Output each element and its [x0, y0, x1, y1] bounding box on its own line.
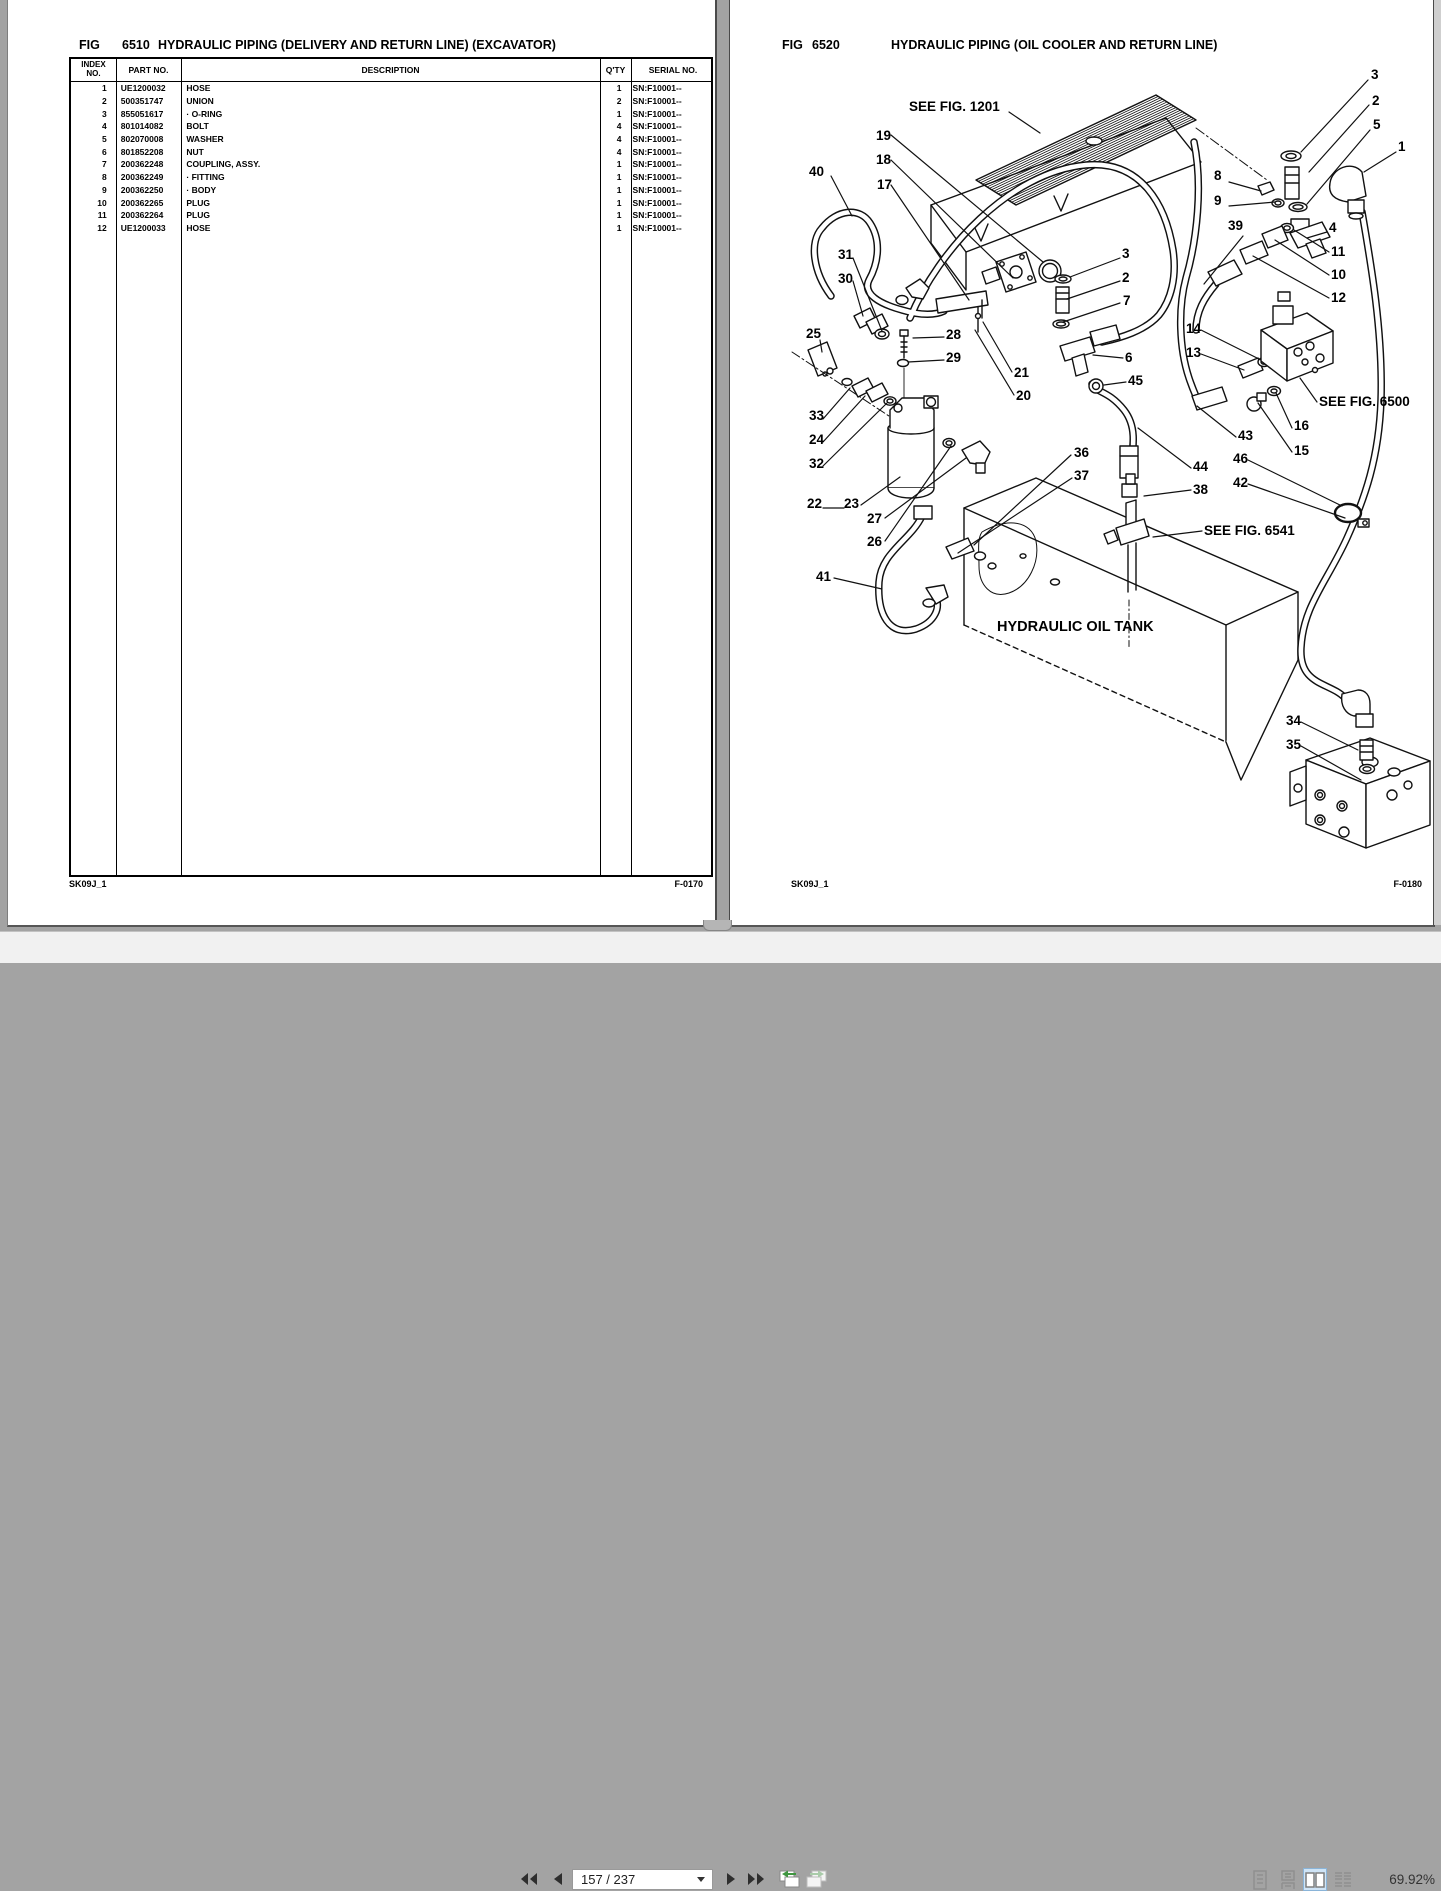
cell-description: · BODY — [186, 184, 217, 195]
col-header-part: PART NO. — [128, 65, 169, 75]
diagram-label: 11 — [1331, 244, 1346, 259]
single-page-layout-icon — [1250, 1870, 1270, 1890]
diagram-label: 38 — [1193, 482, 1209, 497]
diagram-label: 7 — [1123, 293, 1131, 308]
cell-serial-no: SN:F10001-- — [632, 121, 682, 132]
previous-view-icon — [777, 1869, 801, 1889]
diagram-label: 2 — [1122, 270, 1130, 285]
cell-index: 10 — [97, 197, 107, 208]
cell-qty: 4 — [616, 134, 622, 145]
cell-part-no: 801014082 — [120, 121, 164, 132]
diagram-label: 39 — [1228, 218, 1244, 233]
cell-serial-no: SN:F10001-- — [632, 172, 682, 183]
cell-description: WASHER — [186, 134, 224, 145]
cell-index: 3 — [102, 108, 107, 119]
cell-part-no: 200362264 — [120, 210, 164, 221]
diagram-label: 21 — [1014, 365, 1030, 380]
diagram-label: 29 — [946, 350, 962, 365]
diagram-label: 12 — [1331, 290, 1347, 305]
cell-description: PLUG — [186, 210, 210, 221]
cell-qty: 4 — [616, 146, 622, 157]
diagram-label: 23 — [844, 496, 860, 511]
diagram-label: 41 — [816, 569, 832, 584]
col-header-index-1: INDEX — [81, 60, 106, 69]
cell-description: · FITTING — [186, 172, 225, 183]
diagram-label: 18 — [876, 152, 892, 167]
footer-doc-code: SK09J_1 — [791, 879, 829, 889]
cell-serial-no: SN:F10001-- — [632, 96, 682, 107]
cell-part-no: UE1200033 — [120, 222, 166, 233]
cell-part-no: 200362249 — [120, 172, 164, 183]
cell-part-no: 200362248 — [120, 159, 164, 170]
cell-index: 7 — [102, 159, 107, 170]
fig-label: FIG — [782, 38, 803, 52]
cell-description: UNION — [186, 96, 214, 107]
zoom-level-display[interactable]: 69.92% — [1389, 1872, 1435, 1887]
cell-part-no: 200362250 — [120, 184, 164, 195]
cell-qty: 1 — [616, 83, 622, 94]
pdf-page-right — [729, 0, 1435, 927]
cell-serial-no: SN:F10001-- — [632, 108, 682, 119]
diagram-label: 34 — [1286, 713, 1302, 728]
diagram-label: SEE FIG. 1201 — [909, 99, 1000, 114]
bottom-toolbar — [0, 931, 1441, 1887]
diagram-label: 46 — [1233, 451, 1249, 466]
cell-index: 2 — [102, 96, 107, 107]
diagram-label: 24 — [809, 432, 825, 447]
splitter-grip[interactable] — [703, 920, 732, 931]
cell-description: HOSE — [186, 222, 211, 233]
diagram-label: 43 — [1238, 428, 1254, 443]
cell-serial-no: SN:F10001-- — [632, 210, 682, 221]
diagram-label: 25 — [806, 326, 822, 341]
cell-index: 4 — [102, 121, 107, 132]
diagram-label: SEE FIG. 6541 — [1204, 523, 1295, 538]
two-page-continuous-layout-button[interactable] — [1331, 1868, 1355, 1891]
diagram-label: 3 — [1122, 246, 1130, 261]
first-page-icon — [520, 1872, 538, 1886]
next-view-icon — [805, 1869, 829, 1889]
table-body — [71, 82, 711, 234]
continuous-layout-button[interactable] — [1276, 1868, 1300, 1891]
diagram-label: 16 — [1294, 418, 1310, 433]
diagram-label: 8 — [1214, 168, 1222, 183]
fig-number: 6520 — [812, 38, 840, 52]
cell-qty: 1 — [616, 172, 622, 183]
cell-index: 11 — [97, 210, 107, 221]
diagram-label: SEE FIG. 6500 — [1319, 394, 1410, 409]
diagram-label: 42 — [1233, 475, 1249, 490]
next-page-button[interactable] — [721, 1870, 741, 1888]
diagram-label: 19 — [876, 128, 892, 143]
table-row — [71, 196, 711, 209]
cell-index: 5 — [102, 134, 107, 145]
diagram-label: 31 — [838, 247, 854, 262]
cell-serial-no: SN:F10001-- — [632, 134, 682, 145]
diagram-label: 5 — [1373, 117, 1381, 132]
cell-part-no: UE1200032 — [120, 83, 166, 94]
diagram-label: 2 — [1372, 93, 1380, 108]
diagram-label: 10 — [1331, 267, 1347, 282]
table-row — [71, 158, 711, 171]
cell-part-no: 500351747 — [120, 96, 164, 107]
diagram-label: 26 — [867, 534, 883, 549]
cell-index: 8 — [102, 172, 107, 183]
diagram-label: HYDRAULIC OIL TANK — [997, 619, 1154, 635]
diagram-label: 13 — [1186, 345, 1202, 360]
cell-index: 12 — [97, 222, 107, 233]
cell-part-no: 801852208 — [120, 146, 164, 157]
col-header-qty: Q'TY — [605, 65, 626, 75]
cell-qty: 2 — [616, 96, 622, 107]
two-page-layout-button[interactable] — [1303, 1868, 1327, 1891]
table-row — [71, 107, 711, 120]
cell-description: HOSE — [186, 83, 211, 94]
cell-serial-no: SN:F10001-- — [632, 184, 682, 195]
previous-view-button[interactable] — [776, 1870, 802, 1888]
diagram-label: 15 — [1294, 443, 1310, 458]
diagram-label: 36 — [1074, 445, 1090, 460]
page-number-combobox[interactable] — [572, 1869, 713, 1890]
cell-serial-no: SN:F10001-- — [632, 146, 682, 157]
diagram-label: 45 — [1128, 373, 1144, 388]
col-header-serial: SERIAL NO. — [648, 65, 698, 75]
cell-serial-no: SN:F10001-- — [632, 222, 682, 233]
fig-number: 6510 — [122, 38, 150, 52]
last-page-icon — [747, 1872, 765, 1886]
parts-table — [69, 57, 713, 877]
diagram-label: 37 — [1074, 468, 1090, 483]
cell-qty: 1 — [616, 210, 622, 221]
cell-description: · O-RING — [186, 108, 223, 119]
cell-part-no: 802070008 — [120, 134, 164, 145]
cell-index: 6 — [102, 146, 107, 157]
cell-serial-no: SN:F10001-- — [632, 197, 682, 208]
two-page-continuous-layout-icon — [1333, 1870, 1353, 1890]
next-view-button[interactable] — [804, 1870, 830, 1888]
next-page-icon — [726, 1872, 736, 1886]
diagram-label: 6 — [1125, 350, 1133, 365]
diagram-label: 4 — [1329, 220, 1337, 235]
diagram-label: 35 — [1286, 737, 1302, 752]
footer-doc-code: SK09J_1 — [69, 879, 107, 889]
two-page-layout-icon — [1305, 1870, 1325, 1890]
chevron-down-icon[interactable] — [697, 1877, 705, 1882]
last-page-button[interactable] — [746, 1870, 766, 1888]
table-row — [71, 120, 711, 133]
parts-diagram — [730, 0, 1433, 925]
footer-fig-code: F-0180 — [1393, 879, 1422, 889]
table-row — [71, 145, 711, 158]
cell-qty: 1 — [616, 108, 622, 119]
cell-index: 9 — [102, 184, 107, 195]
table-row — [71, 82, 711, 95]
cell-part-no: 855051617 — [120, 108, 164, 119]
cell-description: COUPLING, ASSY. — [186, 159, 261, 170]
pages-area — [0, 0, 1441, 925]
col-header-description: DESCRIPTION — [361, 65, 420, 75]
cell-description: BOLT — [186, 121, 209, 132]
previous-page-icon — [553, 1872, 563, 1886]
single-page-layout-button[interactable] — [1248, 1868, 1272, 1891]
diagram-label: 14 — [1186, 321, 1202, 336]
cell-qty: 1 — [616, 222, 622, 233]
page-title: HYDRAULIC PIPING (OIL COOLER AND RETURN LINE) — [891, 38, 1218, 52]
cell-part-no: 200362265 — [120, 197, 164, 208]
col-header-index-2: NO. — [86, 69, 101, 78]
page-number-value: 157 / 237 — [581, 1872, 636, 1887]
diagram-label: 44 — [1193, 459, 1209, 474]
diagram-label: 40 — [809, 164, 825, 179]
cell-serial-no: SN:F10001-- — [632, 83, 682, 94]
table-row — [71, 133, 711, 146]
diagram-label: 27 — [867, 511, 883, 526]
pdf-page-left — [7, 0, 717, 927]
table-row — [71, 222, 711, 235]
fig-label: FIG — [79, 38, 100, 52]
diagram-label: 30 — [838, 271, 854, 286]
continuous-layout-icon — [1278, 1870, 1298, 1890]
first-page-button[interactable] — [519, 1870, 539, 1888]
diagram-label: 33 — [809, 408, 825, 423]
cell-index: 1 — [102, 83, 107, 94]
table-row — [71, 209, 711, 222]
diagram-label: 28 — [946, 327, 962, 342]
page-title: HYDRAULIC PIPING (DELIVERY AND RETURN LINE) (EXCAVATOR) — [158, 38, 556, 52]
diagram-label: 3 — [1371, 67, 1379, 82]
viewer-background — [1434, 0, 1441, 925]
diagram-label: 32 — [809, 456, 825, 471]
cell-qty: 1 — [616, 184, 622, 195]
table-row — [71, 171, 711, 184]
diagram-label: 22 — [807, 496, 823, 511]
cell-qty: 4 — [616, 121, 622, 132]
cell-qty: 1 — [616, 159, 622, 170]
previous-page-button[interactable] — [548, 1870, 568, 1888]
table-row — [71, 95, 711, 108]
footer-fig-code: F-0170 — [674, 879, 703, 889]
table-row — [71, 184, 711, 197]
cell-qty: 1 — [616, 197, 622, 208]
diagram-label: 9 — [1214, 193, 1222, 208]
cell-serial-no: SN:F10001-- — [632, 159, 682, 170]
diagram-label: 17 — [877, 177, 893, 192]
diagram-label: 20 — [1016, 388, 1032, 403]
cell-description: PLUG — [186, 197, 210, 208]
diagram-label: 1 — [1398, 139, 1406, 154]
cell-description: NUT — [186, 146, 204, 157]
